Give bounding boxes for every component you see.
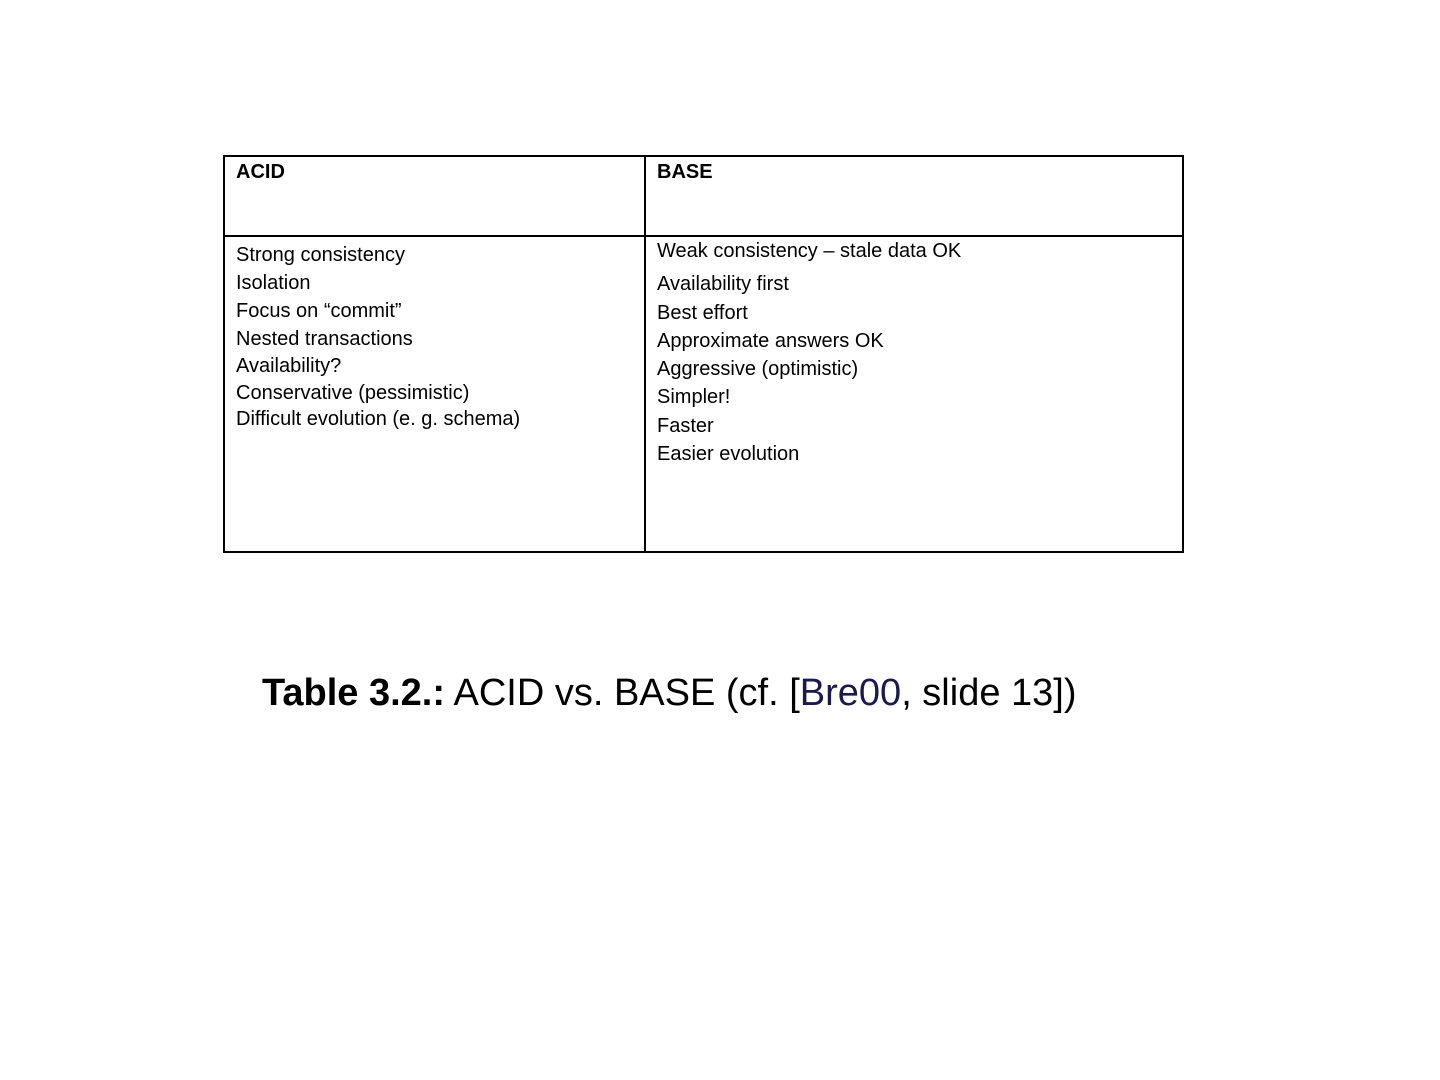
base-header: BASE [645,156,1183,236]
list-item: Strong consistency [236,244,405,266]
list-item: Availability first [657,273,789,296]
acid-header: ACID [224,156,645,236]
base-cell [645,236,1183,552]
list-item: Simpler! [657,386,731,409]
caption-text-before: ACID vs. BASE (cf. [ [445,672,800,714]
list-item: Best effort [657,301,748,324]
acid-vs-base-table [223,155,1184,553]
list-item: Weak consistency – stale data OK [657,240,962,262]
caption-text-after: , slide 13]) [901,672,1077,714]
table-body-row [224,236,1183,552]
list-item: Difficult evolution (e. g. schema) [236,408,521,430]
caption-label: Table 3.2.: [262,672,446,714]
acid-cell [224,236,645,552]
list-item: Easier evolution [657,443,800,466]
list-item: Faster [657,414,714,437]
base-list [657,237,1172,468]
list-item: Aggressive (optimistic) [657,358,859,381]
list-item: Isolation [236,272,311,294]
list-item: Approximate answers OK [657,329,884,352]
table-header-row [224,156,1183,236]
list-item: Focus on “commit” [236,300,402,322]
list-item: Nested transactions [236,328,413,350]
list-item: Availability? [236,355,342,377]
acid-list [236,237,634,433]
citation-link[interactable]: Bre00 [799,672,902,714]
list-item: Conservative (pessimistic) [236,381,470,404]
table-caption [262,672,1077,715]
